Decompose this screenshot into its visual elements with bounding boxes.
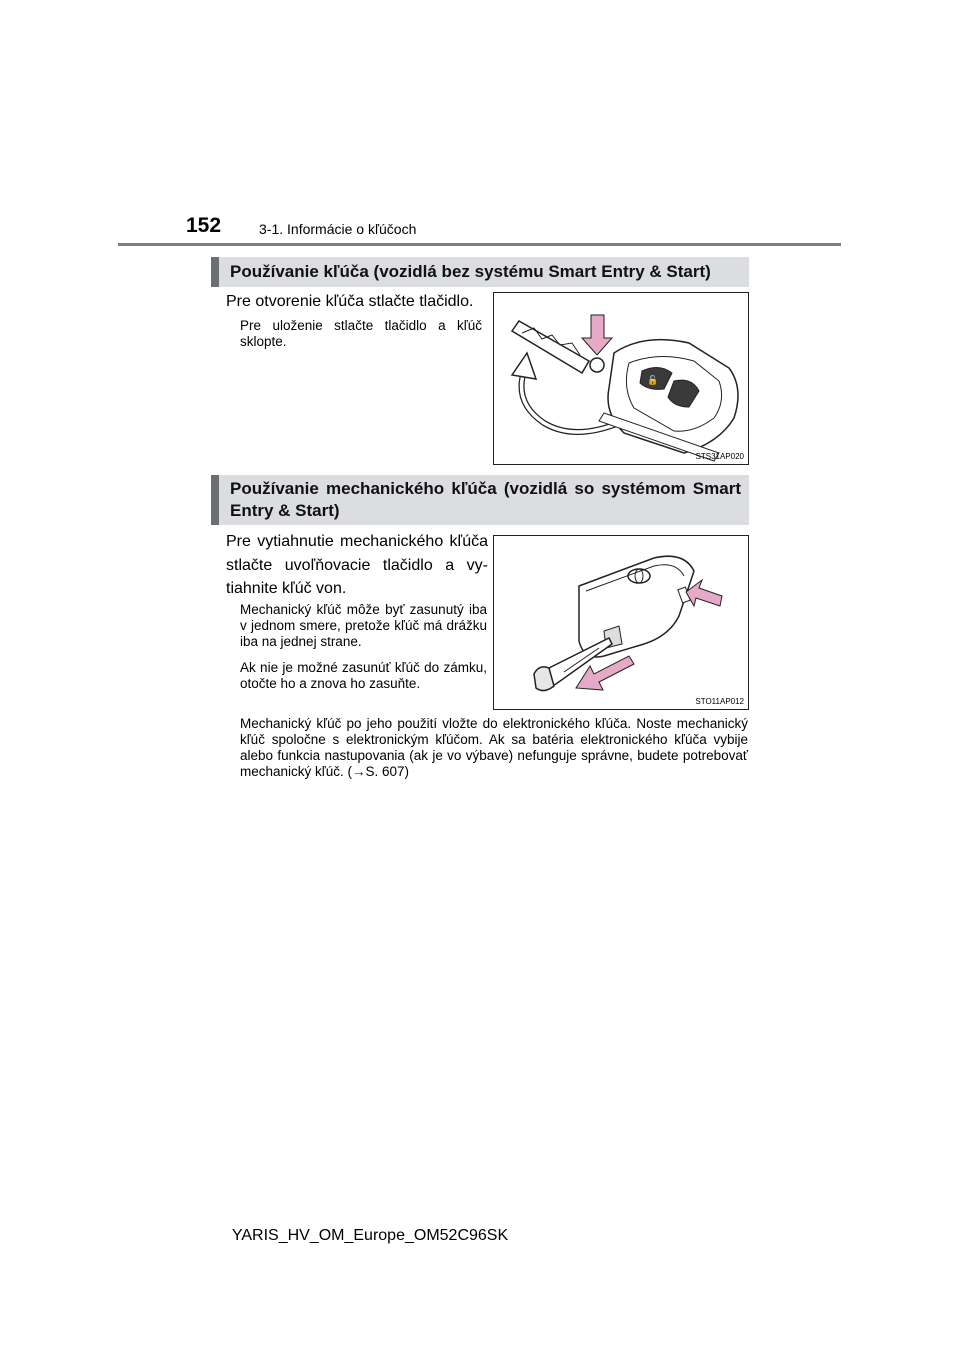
note-store-key: Pre uloženie stlačte tlačidlo a kľúč sklopte. [240,318,482,349]
note-one-direction: Mechanický kľúč môže byť zasunutý iba v jednom smere, pretože kľúč má drážku iba na jednej strane. [240,602,487,649]
heading-mechanical-key-line1: Používanie mechanického kľúča (vozidlá so systémom Smart [230,479,741,498]
unlock-symbol-icon: 🔓 [647,376,659,386]
footer-doc-code: YARIS_HV_OM_Europe_OM52C96SK [231,1227,509,1244]
figure-code: STO11AP012 [695,697,744,706]
note-turn-key: Ak nie je možné zasunúť kľúč do zámku, otočte ho a znova ho zasuňte. [240,660,487,691]
instruction-remove-mechanical-key: Pre vytiahnutie mechanického kľúča stlačte uvoľňovacie tlačidlo a vytiahnite kľúč von. [226,533,488,597]
footer [0,1227,960,1245]
release-button [590,358,604,372]
heading-mechanical-key [211,475,749,525]
flip-key-illustration [494,293,748,464]
heading-key-without-smart-entry: Používanie kľúča (vozidlá bez systému Smart Entry & Start) [211,257,749,287]
smart-key-illustration [494,536,748,709]
heading-mechanical-key-line2: Entry & Start) [230,501,340,520]
figure-code: STS31AP020 [695,452,744,461]
figure-smart-key [493,535,749,710]
page-number: 152 [186,214,222,237]
note-carry-key: Mechanický kľúč po jeho použití vložte do elektronického kľúča. Noste mechanický kľúč spoločne s elektronickým kľúčom. Ak sa batéria elektronického kľúča vybije alebo funkcia nastupovania (ak je vo výbave) nefunguje správne, budete potrebovať mechanický kľúč. (→S. 607) [240,716,748,779]
push-arrow-icon [686,580,722,606]
header-divider [118,243,841,246]
push-arrow-icon [582,315,612,355]
section-title: 3-1. Informácie o kľúčoch [259,221,417,237]
rotation-arrow-head-icon [512,353,536,379]
instruction-open-key: Pre otvorenie kľúča stlačte tlačidlo. [226,293,474,310]
figure-flip-key [493,292,749,465]
